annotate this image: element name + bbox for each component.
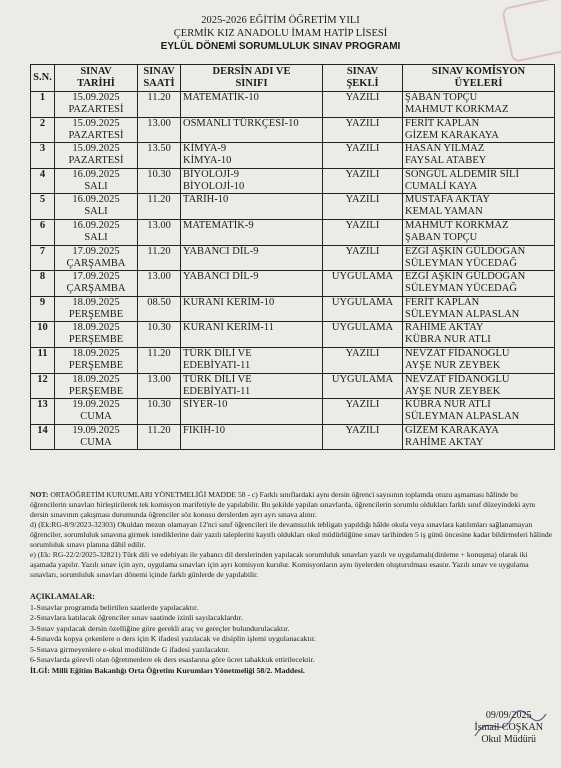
exam-date [55, 373, 138, 399]
course-name-line: BİYOLOJİ-10 [183, 180, 245, 192]
course-name-line: FIKIH-10 [183, 424, 225, 436]
explanation-item: 5-Sınava girmeyenlere e-okul modülünde G ifadesi yazılacaktır. [30, 644, 230, 654]
table-row [31, 271, 555, 297]
exam-date [55, 117, 138, 143]
col-header-time: SINAV SAATİ [138, 65, 181, 92]
exam-date [55, 143, 138, 169]
exam-date [55, 347, 138, 373]
row-number [31, 143, 55, 169]
committee-members [403, 322, 555, 348]
course-name-line: KİMYA-10 [183, 155, 232, 167]
exam-date-line: CUMA [80, 411, 112, 423]
exam-date-line: 15.09.2025 [72, 143, 120, 155]
course-name-line: TARİH-10 [183, 194, 229, 206]
note-paragraph-3: e) (Ek: RG-22/2/2025-32821) Türk dili ve edebiyatı ile yabancı dil derslerinden yapılacak sorumluluk sınavları yazılı ve uygulamalı(dinleme + konuşma) olarak iki aşamada yapılır. Yazılı sınav için ayrı, uygulama sınavları için ayrı komisyon kurulur. Komisyonların aynı üyelerden oluşturulması esastır. Yazılı sınav ve uygulama sınavları, sorumluluk sınavları dönemi içinde farklı günlerde de yapılabilir. [30, 550, 529, 579]
committee-members [403, 143, 555, 169]
committee-members-line: GİZEM KARAKAYA [405, 129, 499, 141]
committee-members [403, 194, 555, 220]
exam-date-line: PERŞEMBE [68, 334, 124, 346]
committee-members [403, 347, 555, 373]
committee-members-line: AYŞE NUR ZEYBEK [405, 385, 501, 397]
exam-time-line: 11.20 [147, 245, 171, 257]
exam-type-line: YAZILI [345, 92, 380, 103]
exam-type-line: UYGULAMA [331, 271, 394, 283]
exam-type [323, 219, 403, 245]
table-row [31, 322, 555, 348]
note-label: NOT: [30, 490, 49, 499]
col-header-sn: S.N. [31, 65, 55, 92]
course-name [181, 92, 323, 118]
exam-type [323, 92, 403, 118]
exam-date [55, 271, 138, 297]
exam-date-line: 16.09.2025 [72, 194, 120, 206]
row-number [31, 117, 55, 143]
row-number-line: 5 [39, 194, 46, 206]
row-number [31, 347, 55, 373]
course-name-line: EDEBİYATI-11 [183, 385, 251, 397]
committee-members-line: SÜLEYMAN ALPASLAN [405, 308, 520, 320]
exam-date [55, 424, 138, 450]
exam-type-line: UYGULAMA [331, 373, 394, 385]
exam-time [138, 424, 181, 450]
exam-time-line: 13.00 [147, 117, 171, 129]
course-name [181, 347, 323, 373]
explanations-title: AÇIKLAMALAR: [30, 592, 95, 601]
row-number-line: 14 [37, 424, 48, 436]
course-name [181, 399, 323, 425]
table-row [31, 296, 555, 322]
col-header-course: DERSİN ADI VE SINIFI [181, 65, 323, 92]
exam-type-line: YAZILI [345, 347, 380, 359]
exam-type [323, 373, 403, 399]
exam-date-line: PAZARTESİ [68, 104, 124, 115]
row-number [31, 194, 55, 220]
exam-type [323, 271, 403, 297]
row-number-line: 9 [39, 296, 46, 308]
row-number [31, 219, 55, 245]
course-name-line: MATEMATİK-9 [183, 219, 254, 231]
course-name [181, 219, 323, 245]
course-name [181, 322, 323, 348]
exam-date-line: SALI [84, 180, 108, 192]
exam-type [323, 322, 403, 348]
committee-members-line: MUSTAFA AKTAY [405, 194, 490, 206]
exam-date [55, 168, 138, 194]
exam-time-line: 11.20 [147, 347, 171, 359]
row-number-line: 8 [39, 271, 46, 283]
explanations-section [30, 592, 554, 676]
col-header-type: SINAV ŞEKLİ [323, 65, 403, 92]
exam-date-line: 17.09.2025 [72, 271, 120, 283]
committee-members-line: FERİT KAPLAN [405, 296, 480, 308]
explanation-item: 6-Sınavlarda görevli olan öğretmenlere ek ders esaslarına göre ücret tahakkuk ettirilecektir. [30, 655, 315, 664]
stamp-mark [501, 0, 561, 63]
course-name-line: TÜRK DİLİ VE [183, 373, 252, 385]
exam-type [323, 399, 403, 425]
exam-time-line: 08.50 [147, 296, 171, 308]
committee-members-line: NEVZAT FİDANOĞLU [405, 347, 510, 359]
signature-date: 09/09/2025 [485, 710, 532, 721]
exam-date-line: 16.09.2025 [72, 168, 120, 180]
exam-date-line: CUMA [80, 436, 112, 448]
exam-time [138, 219, 181, 245]
explanation-item: 1-Sınavlar programda belirtilen saatlerde yapılacaktır. [30, 602, 199, 612]
committee-members-line: NEVZAT FİDANOĞLU [405, 373, 510, 385]
committee-members [403, 271, 555, 297]
exam-time [138, 296, 181, 322]
program-title: EYLÜL DÖNEMİ SORUMLULUK SINAV PROGRAMI [160, 41, 401, 52]
exam-time [138, 117, 181, 143]
row-number [31, 322, 55, 348]
exam-type [323, 347, 403, 373]
exam-date-line: PAZARTESİ [68, 155, 124, 167]
committee-members [403, 219, 555, 245]
exam-time [138, 194, 181, 220]
committee-members-line: EZGİ AŞKIN GÜLDOĞAN [405, 271, 526, 283]
committee-members-line: MAHMUT KORKMAZ [405, 104, 509, 115]
course-name-line: YABANCI DİL-9 [183, 271, 259, 283]
course-name-line: KİMYA-9 [183, 143, 227, 155]
committee-members-line: CUMALİ KAYA [405, 180, 478, 192]
exam-time [138, 347, 181, 373]
course-name [181, 373, 323, 399]
exam-schedule-table [30, 64, 555, 450]
row-number-line: 11 [37, 347, 48, 359]
course-name [181, 424, 323, 450]
exam-type-line: YAZILI [345, 168, 380, 180]
exam-time-line: 10.30 [147, 399, 171, 411]
col-header-date: SINAV TARİHİ [55, 65, 138, 92]
exam-date-line: 18.09.2025 [72, 322, 120, 334]
table-row [31, 194, 555, 220]
row-number-line: 7 [39, 245, 46, 257]
course-name-line: EDEBİYATI-11 [183, 359, 251, 371]
exam-date [55, 245, 138, 271]
exam-type [323, 424, 403, 450]
course-name [181, 271, 323, 297]
course-name [181, 143, 323, 169]
exam-time [138, 399, 181, 425]
exam-date-line: PERŞEMBE [68, 385, 124, 397]
exam-date-line: SALI [84, 231, 108, 243]
col-header-committee: SINAV KOMİSYON ÜYELERİ [403, 65, 555, 92]
exam-type-line: UYGULAMA [331, 296, 394, 308]
row-number [31, 245, 55, 271]
exam-time-line: 13.00 [147, 271, 171, 283]
exam-date-line: 18.09.2025 [72, 347, 120, 359]
row-number [31, 168, 55, 194]
exam-time [138, 373, 181, 399]
row-number-line: 12 [37, 373, 48, 385]
row-number [31, 271, 55, 297]
committee-members [403, 399, 555, 425]
exam-type [323, 194, 403, 220]
exam-date-line: 19.09.2025 [72, 399, 120, 411]
table-row [31, 424, 555, 450]
row-number-line: 10 [37, 322, 48, 334]
committee-members-line: ŞABAN TOPÇU [405, 92, 478, 103]
committee-members-line: FAYSAL ATABEY [405, 155, 487, 167]
committee-members-line: RAHİME AKTAY [405, 322, 484, 334]
signatory-role: Okul Müdürü [481, 734, 537, 745]
table-row [31, 245, 555, 271]
exam-time [138, 168, 181, 194]
row-number-line: 3 [39, 143, 46, 155]
exam-time [138, 92, 181, 118]
course-name-line: YABANCI DİL-9 [183, 245, 259, 257]
exam-type [323, 143, 403, 169]
exam-date-line: PAZARTESİ [68, 129, 124, 141]
regulation-reference: İLGİ: Milli Eğitim Bakanlığı Orta Öğretim Kurumları Yönetmeliği 58/2. Maddesi. [30, 665, 305, 675]
committee-members [403, 92, 555, 118]
table-row [31, 117, 555, 143]
committee-members-line: ŞABAN TOPÇU [405, 231, 478, 243]
exam-date-line: SALI [84, 206, 108, 218]
exam-type-line: YAZILI [345, 399, 380, 411]
committee-members-line: HASAN YILMAZ [405, 143, 485, 155]
committee-members-line: KÜBRA NUR ATLI [405, 399, 491, 411]
exam-type-line: YAZILI [345, 424, 380, 436]
regulation-note [30, 490, 554, 580]
exam-date-line: PERŞEMBE [68, 359, 124, 371]
exam-time-line: 13.00 [147, 219, 171, 231]
table-row [31, 92, 555, 118]
exam-time [138, 322, 181, 348]
exam-time-line: 10.30 [147, 322, 171, 334]
exam-date-line: ÇARŞAMBA [66, 257, 126, 269]
exam-date [55, 399, 138, 425]
committee-members-line: RAHİME AKTAY [405, 436, 484, 448]
exam-date [55, 194, 138, 220]
table-row [31, 373, 555, 399]
committee-members-line: MAHMUT KORKMAZ [405, 219, 509, 231]
committee-members-line: KEMAL YAMAN [405, 206, 483, 218]
row-number [31, 399, 55, 425]
exam-date [55, 322, 138, 348]
exam-type [323, 296, 403, 322]
exam-time-line: 11.20 [147, 194, 171, 206]
signatory-name: İsmail COŞKAN [474, 722, 543, 733]
course-name [181, 296, 323, 322]
school-name: ÇERMİK KIZ ANADOLU İMAM HATİP LİSESİ [173, 28, 388, 39]
exam-date-line: 15.09.2025 [72, 117, 120, 129]
exam-type-line: YAZILI [345, 194, 380, 206]
exam-type [323, 245, 403, 271]
exam-type-line: YAZILI [345, 219, 380, 231]
table-row [31, 399, 555, 425]
row-number [31, 92, 55, 118]
course-name-line: KURANI KERİM-11 [183, 322, 274, 334]
committee-members-line: EZGİ AŞKIN GÜLDOĞAN [405, 245, 526, 257]
committee-members-line: SÜLEYMAN YÜCEDAĞ [405, 283, 517, 295]
explanation-item: 4-Sınavda kopya çekenlere o ders için K ifadesi yazılacak ve disiplin işlemi uygulanacaktır. [30, 634, 317, 643]
table-row [31, 143, 555, 169]
exam-date [55, 92, 138, 118]
exam-type-line: UYGULAMA [331, 322, 394, 334]
committee-members-line: FERİT KAPLAN [405, 117, 480, 129]
exam-type-line: YAZILI [345, 117, 380, 129]
committee-members [403, 117, 555, 143]
row-number-line: 4 [39, 168, 46, 180]
row-number [31, 373, 55, 399]
explanation-item: 2-Sınavlara katılacak öğrenciler sınav saatinde izinli sayılacaklardır. [30, 613, 243, 622]
exam-time [138, 143, 181, 169]
exam-date-line: 16.09.2025 [72, 219, 120, 231]
note-paragraph-2: d) (Ek:RG-8/9/2023-32303) Okuldan mezun olamayan 12'nci sınıf öğrencileri ile devamsızlık tebligatı yapıldığı hâlde okula veya sınavlara katılımları sağlanamayan öğrenciler, sorumluluk sınavına girmek istediklerine dair yazılı taleplerini kayıtlı oldukları okul müdürlüğüne sınav tarihinden 5 iş günü öncesine kadar bildirmeleri hâlinde sorumluluk sınavı planına dâhil edilir. [30, 520, 553, 549]
table-row [31, 219, 555, 245]
exam-time [138, 245, 181, 271]
row-number-line: 6 [39, 219, 46, 231]
exam-time-line: 11.20 [147, 92, 171, 103]
course-name-line: KURANI KERİM-10 [183, 296, 275, 308]
committee-members-line: GİZEM KARAKAYA [405, 424, 499, 436]
course-name [181, 194, 323, 220]
document-header [0, 0, 561, 53]
exam-date-line: PERŞEMBE [68, 308, 124, 320]
signature-block [474, 710, 543, 746]
table-header-row [31, 65, 555, 92]
committee-members-line: SONGÜL ALDEMİR SİLİ [405, 168, 519, 180]
course-name-line: MATEMATİK-10 [183, 92, 259, 103]
exam-time-line: 13.50 [147, 143, 171, 155]
committee-members-line: SÜLEYMAN ALPASLAN [405, 411, 520, 423]
exam-time-line: 10.30 [147, 168, 171, 180]
row-number-line: 1 [39, 92, 46, 103]
exam-type-line: YAZILI [345, 143, 380, 155]
course-name [181, 168, 323, 194]
exam-date-line: 18.09.2025 [72, 373, 120, 385]
course-name-line: OSMANLI TÜRKÇESİ-10 [183, 117, 299, 129]
committee-members-line: AYŞE NUR ZEYBEK [405, 359, 501, 371]
exam-type [323, 117, 403, 143]
exam-date-line: 15.09.2025 [72, 92, 120, 103]
course-name-line: TÜRK DİLİ VE [183, 347, 252, 359]
exam-date-line: 17.09.2025 [72, 245, 120, 257]
exam-date [55, 296, 138, 322]
committee-members-line: SÜLEYMAN YÜCEDAĞ [405, 257, 517, 269]
course-name-line: BİYOLOJİ-9 [183, 168, 239, 180]
row-number [31, 424, 55, 450]
committee-members [403, 373, 555, 399]
row-number-line: 2 [39, 117, 46, 129]
exam-date-line: 19.09.2025 [72, 424, 120, 436]
academic-year: 2025-2026 EĞİTİM ÖĞRETİM YILI [201, 15, 360, 26]
exam-type-line: YAZILI [345, 245, 380, 257]
exam-type [323, 168, 403, 194]
exam-date [55, 219, 138, 245]
course-name-line: SİYER-10 [183, 399, 228, 411]
table-row [31, 168, 555, 194]
exam-time-line: 11.20 [147, 424, 171, 436]
committee-members-line: KÜBRA NUR ATLI [405, 334, 491, 346]
exam-time-line: 13.00 [147, 373, 171, 385]
committee-members [403, 168, 555, 194]
course-name [181, 245, 323, 271]
exam-date-line: 18.09.2025 [72, 296, 120, 308]
exam-date-line: ÇARŞAMBA [66, 283, 126, 295]
row-number [31, 296, 55, 322]
note-paragraph-1: ORTAÖĞRETİM KURUMLARI YÖNETMELİĞİ MADDE 58 - c) Farklı sınıflardaki aynı dersin öğrenci sayısının toplamda otuzu aşmaması hâlinde bu öğrencilerin sınavları birleştirilerek tek komisyon marifetiyle de yapılabilir. Bu şekilde yapılan sınavlarda, öğrencilerin sorumlu oldukları farklı sınıf düzeyindeki aynı dersin sınavının çakışması durumunda öğrenciler söz konusu derslerden ayrı ayrı sınava alınır. [30, 490, 536, 519]
row-number-line: 13 [37, 399, 48, 411]
table-row [31, 347, 555, 373]
exam-time [138, 271, 181, 297]
course-name [181, 117, 323, 143]
committee-members [403, 245, 555, 271]
committee-members [403, 424, 555, 450]
committee-members [403, 296, 555, 322]
explanation-item: 3-Sınav yapılacak dersin özelliğine göre gerekli araç ve gereçler bulundurulacaktır. [30, 623, 290, 633]
